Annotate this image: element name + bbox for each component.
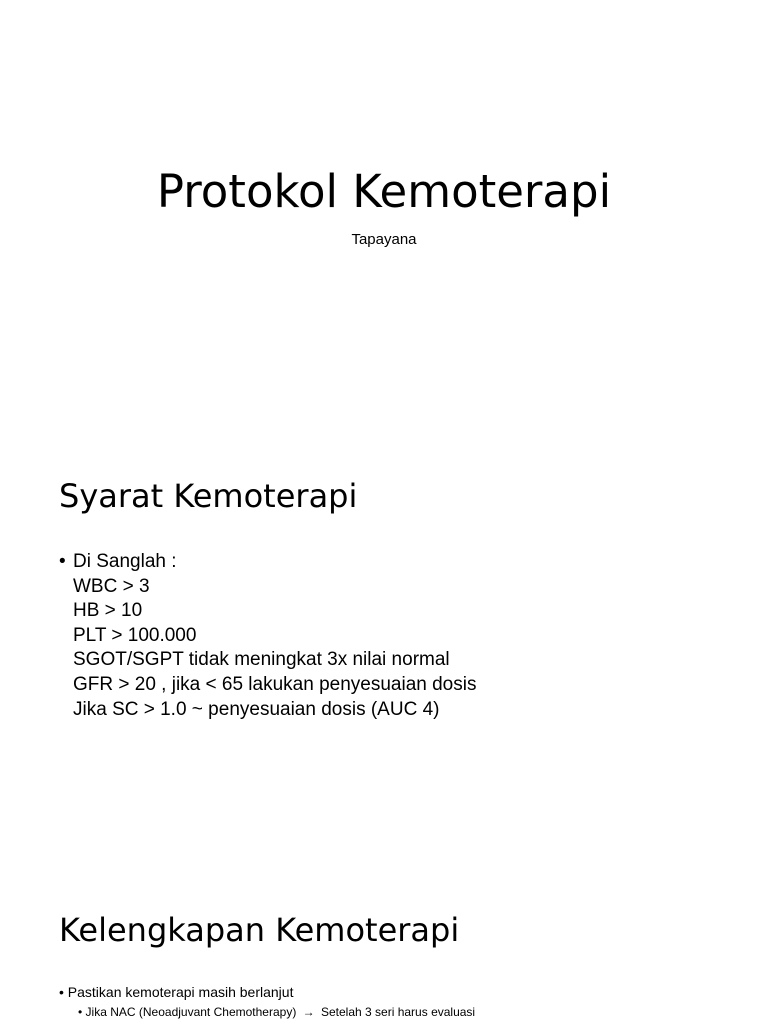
syarat-slide xyxy=(0,420,768,860)
list-line: Jika SC > 1.0 ~ penyesuaian dosis (AUC 4) xyxy=(73,698,440,720)
presentation-title: Protokol Kemoterapi xyxy=(156,165,612,218)
slide-heading-kelengkapan: Kelengkapan Kemoterapi xyxy=(59,911,460,949)
bullet-icon: • xyxy=(59,984,64,1000)
list-line: HB > 10 xyxy=(73,600,143,622)
list-line: PLT > 100.000 xyxy=(73,624,197,646)
arrow-right-icon: → xyxy=(302,1005,315,1019)
list-line: WBC > 3 xyxy=(73,575,150,597)
bullet-text: Di Sanglah : xyxy=(73,551,177,572)
title-slide xyxy=(0,0,768,420)
sub-bullet-text-after: Setelah 3 seri harus evaluasi xyxy=(321,1005,476,1019)
bullet-list xyxy=(59,550,476,722)
list-line: GFR > 20 , jika < 65 lakukan penyesuaian dosis xyxy=(73,673,477,695)
list-line: SGOT/SGPT tidak meningkat 3x nilai normal xyxy=(73,649,450,671)
bullet-icon: • xyxy=(78,1005,83,1019)
slide-heading-syarat: Syarat Kemoterapi xyxy=(59,477,358,515)
bullet-text: Pastikan kemoterapi masih berlanjut xyxy=(67,984,294,1000)
kelengkapan-slide xyxy=(0,860,768,1024)
sub-bullet-text: Jika NAC (Neoadjuvant Chemotherapy) xyxy=(85,1005,297,1019)
bullet-icon: • xyxy=(59,551,66,572)
bullet-list xyxy=(59,982,475,1022)
sub-list-item xyxy=(59,1002,475,1022)
list-item xyxy=(59,982,475,1002)
presentation-subtitle: Tapayana xyxy=(351,231,417,248)
list-item xyxy=(59,550,476,575)
